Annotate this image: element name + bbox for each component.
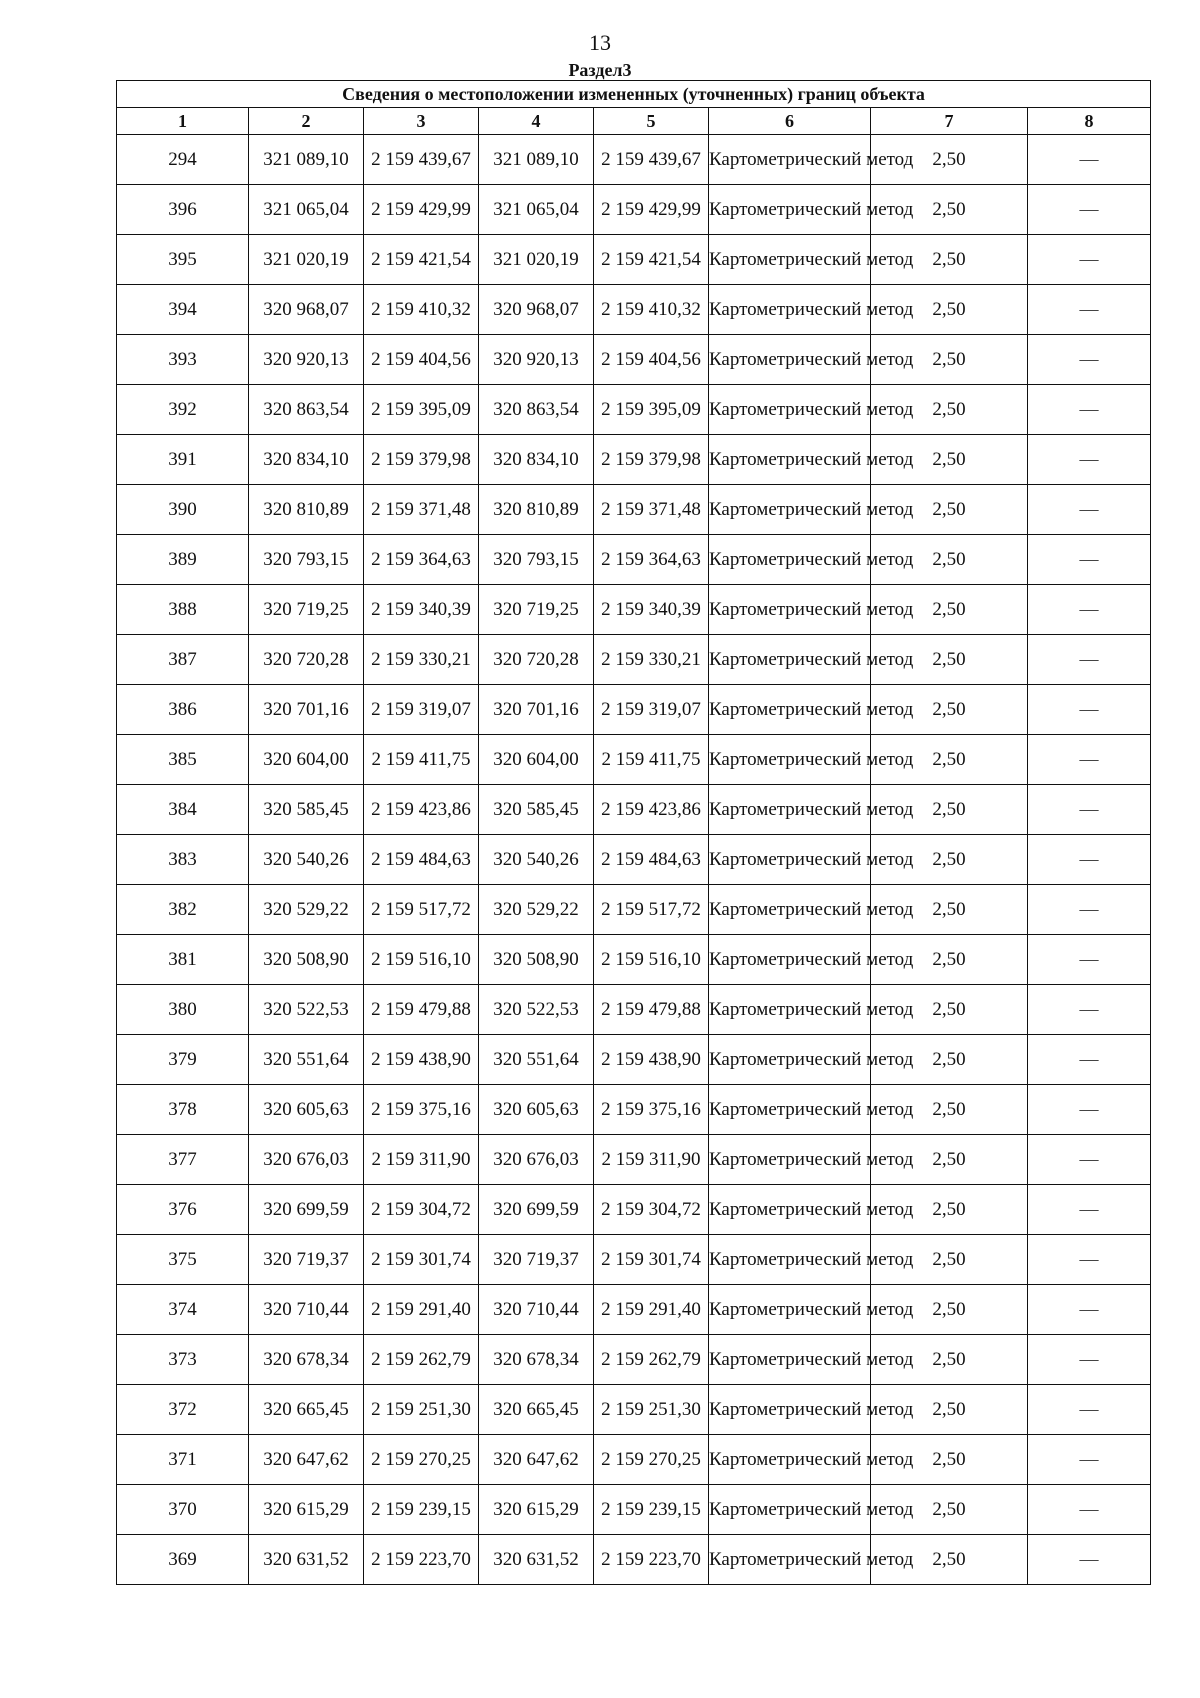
table-row	[117, 385, 1151, 435]
cell-y-existing: 2 159 311,90	[364, 1135, 479, 1185]
cell-point-number: 385	[117, 735, 249, 785]
cell-x-existing: 320 605,63	[249, 1085, 364, 1135]
cell-y-new: 2 159 364,63	[594, 535, 709, 585]
cell-point-number: 391	[117, 435, 249, 485]
cell-point-number: 379	[117, 1035, 249, 1085]
cell-description: —	[1028, 935, 1151, 985]
cell-accuracy: 2,50	[871, 735, 1028, 785]
table-row	[117, 835, 1151, 885]
cell-method: Картометрический метод	[709, 1385, 871, 1435]
cell-y-new: 2 159 411,75	[594, 735, 709, 785]
cell-description: —	[1028, 535, 1151, 585]
cell-x-existing: 320 665,45	[249, 1385, 364, 1435]
table-row	[117, 1285, 1151, 1335]
cell-method: Картометрический метод	[709, 685, 871, 735]
cell-x-new: 320 968,07	[479, 285, 594, 335]
cell-x-existing: 320 710,44	[249, 1285, 364, 1335]
cell-method: Картометрический метод	[709, 985, 871, 1035]
cell-x-new: 320 834,10	[479, 435, 594, 485]
cell-method: Картометрический метод	[709, 935, 871, 985]
table-row	[117, 785, 1151, 835]
table-body	[117, 135, 1151, 1585]
cell-accuracy: 2,50	[871, 1085, 1028, 1135]
cell-y-existing: 2 159 364,63	[364, 535, 479, 585]
cell-point-number: 388	[117, 585, 249, 635]
boundary-coordinates-table	[116, 80, 1151, 1585]
cell-x-existing: 320 522,53	[249, 985, 364, 1035]
cell-description: —	[1028, 985, 1151, 1035]
cell-accuracy: 2,50	[871, 635, 1028, 685]
cell-x-new: 320 678,34	[479, 1335, 594, 1385]
cell-x-new: 320 647,62	[479, 1435, 594, 1485]
cell-y-new: 2 159 516,10	[594, 935, 709, 985]
cell-accuracy: 2,50	[871, 385, 1028, 435]
cell-x-new: 321 065,04	[479, 185, 594, 235]
cell-description: —	[1028, 635, 1151, 685]
page-number: 13	[589, 30, 611, 55]
cell-method: Картометрический метод	[709, 585, 871, 635]
cell-x-existing: 321 065,04	[249, 185, 364, 235]
cell-x-new: 320 615,29	[479, 1485, 594, 1535]
cell-y-existing: 2 159 319,07	[364, 685, 479, 735]
cell-accuracy: 2,50	[871, 135, 1028, 185]
cell-y-new: 2 159 301,74	[594, 1235, 709, 1285]
cell-method: Картометрический метод	[709, 635, 871, 685]
cell-y-new: 2 159 375,16	[594, 1085, 709, 1135]
cell-y-new: 2 159 517,72	[594, 885, 709, 935]
cell-y-new: 2 159 311,90	[594, 1135, 709, 1185]
cell-description: —	[1028, 185, 1151, 235]
cell-y-new: 2 159 404,56	[594, 335, 709, 385]
cell-y-new: 2 159 379,98	[594, 435, 709, 485]
cell-description: —	[1028, 785, 1151, 835]
cell-description: —	[1028, 685, 1151, 735]
table-row	[117, 585, 1151, 635]
cell-x-new: 320 665,45	[479, 1385, 594, 1435]
cell-x-new: 320 508,90	[479, 935, 594, 985]
cell-point-number: 384	[117, 785, 249, 835]
cell-y-existing: 2 159 340,39	[364, 585, 479, 635]
cell-y-new: 2 159 429,99	[594, 185, 709, 235]
cell-y-existing: 2 159 516,10	[364, 935, 479, 985]
cell-y-new: 2 159 371,48	[594, 485, 709, 535]
cell-method: Картометрический метод	[709, 835, 871, 885]
cell-method: Картометрический метод	[709, 1435, 871, 1485]
cell-y-existing: 2 159 484,63	[364, 835, 479, 885]
cell-method: Картометрический метод	[709, 135, 871, 185]
cell-method: Картометрический метод	[709, 1235, 871, 1285]
cell-y-new: 2 159 395,09	[594, 385, 709, 435]
cell-x-existing: 320 676,03	[249, 1135, 364, 1185]
cell-description: —	[1028, 835, 1151, 885]
cell-x-existing: 320 647,62	[249, 1435, 364, 1485]
cell-description: —	[1028, 1435, 1151, 1485]
cell-method: Картометрический метод	[709, 885, 871, 935]
table-row	[117, 1085, 1151, 1135]
cell-y-existing: 2 159 291,40	[364, 1285, 479, 1335]
column-number-7: 7	[871, 108, 1028, 135]
cell-description: —	[1028, 1285, 1151, 1335]
cell-y-existing: 2 159 410,32	[364, 285, 479, 335]
cell-x-new: 320 701,16	[479, 685, 594, 735]
cell-point-number: 376	[117, 1185, 249, 1235]
cell-x-existing: 321 020,19	[249, 235, 364, 285]
cell-x-existing: 320 920,13	[249, 335, 364, 385]
cell-accuracy: 2,50	[871, 1135, 1028, 1185]
cell-x-new: 321 089,10	[479, 135, 594, 185]
cell-point-number: 394	[117, 285, 249, 335]
table-row	[117, 885, 1151, 935]
cell-accuracy: 2,50	[871, 535, 1028, 585]
column-number-4: 4	[479, 108, 594, 135]
cell-accuracy: 2,50	[871, 1535, 1028, 1585]
cell-point-number: 390	[117, 485, 249, 535]
cell-y-new: 2 159 479,88	[594, 985, 709, 1035]
cell-x-new: 320 719,37	[479, 1235, 594, 1285]
cell-x-existing: 320 968,07	[249, 285, 364, 335]
cell-y-existing: 2 159 404,56	[364, 335, 479, 385]
cell-y-existing: 2 159 379,98	[364, 435, 479, 485]
table-row	[117, 485, 1151, 535]
cell-accuracy: 2,50	[871, 1385, 1028, 1435]
cell-point-number: 382	[117, 885, 249, 935]
cell-method: Картометрический метод	[709, 735, 871, 785]
cell-description: —	[1028, 735, 1151, 785]
section-title: Раздел3	[568, 60, 632, 80]
cell-y-new: 2 159 223,70	[594, 1535, 709, 1585]
table-row	[117, 1485, 1151, 1535]
cell-description: —	[1028, 135, 1151, 185]
cell-x-existing: 320 699,59	[249, 1185, 364, 1235]
table-caption: Сведения о местоположении измененных (уточненных) границ объекта	[117, 81, 1151, 108]
cell-point-number: 396	[117, 185, 249, 235]
cell-x-new: 320 699,59	[479, 1185, 594, 1235]
cell-x-existing: 320 551,64	[249, 1035, 364, 1085]
cell-x-new: 320 810,89	[479, 485, 594, 535]
cell-x-new: 321 020,19	[479, 235, 594, 285]
cell-description: —	[1028, 1535, 1151, 1585]
cell-x-new: 320 676,03	[479, 1135, 594, 1185]
cell-y-existing: 2 159 371,48	[364, 485, 479, 535]
cell-method: Картометрический метод	[709, 1335, 871, 1385]
cell-y-existing: 2 159 270,25	[364, 1435, 479, 1485]
cell-method: Картометрический метод	[709, 1135, 871, 1185]
table-row	[117, 185, 1151, 235]
cell-x-existing: 320 604,00	[249, 735, 364, 785]
cell-method: Картометрический метод	[709, 435, 871, 485]
cell-description: —	[1028, 1035, 1151, 1085]
cell-description: —	[1028, 1385, 1151, 1435]
cell-point-number: 294	[117, 135, 249, 185]
table-row	[117, 285, 1151, 335]
cell-y-existing: 2 159 423,86	[364, 785, 479, 835]
table-row	[117, 635, 1151, 685]
cell-description: —	[1028, 285, 1151, 335]
cell-point-number: 381	[117, 935, 249, 985]
cell-y-new: 2 159 319,07	[594, 685, 709, 735]
cell-accuracy: 2,50	[871, 235, 1028, 285]
cell-y-existing: 2 159 439,67	[364, 135, 479, 185]
cell-x-new: 320 551,64	[479, 1035, 594, 1085]
cell-accuracy: 2,50	[871, 185, 1028, 235]
table-row	[117, 435, 1151, 485]
cell-y-existing: 2 159 517,72	[364, 885, 479, 935]
cell-x-existing: 320 720,28	[249, 635, 364, 685]
table-row	[117, 1235, 1151, 1285]
column-number-1: 1	[117, 108, 249, 135]
cell-y-existing: 2 159 395,09	[364, 385, 479, 435]
cell-point-number: 375	[117, 1235, 249, 1285]
cell-point-number: 395	[117, 235, 249, 285]
column-number-2: 2	[249, 108, 364, 135]
cell-y-existing: 2 159 479,88	[364, 985, 479, 1035]
column-number-5: 5	[594, 108, 709, 135]
cell-y-new: 2 159 270,25	[594, 1435, 709, 1485]
cell-x-existing: 320 631,52	[249, 1535, 364, 1585]
cell-method: Картометрический метод	[709, 1185, 871, 1235]
cell-description: —	[1028, 885, 1151, 935]
cell-y-new: 2 159 330,21	[594, 635, 709, 685]
cell-x-existing: 320 834,10	[249, 435, 364, 485]
cell-method: Картометрический метод	[709, 335, 871, 385]
cell-x-new: 320 920,13	[479, 335, 594, 385]
cell-accuracy: 2,50	[871, 1235, 1028, 1285]
cell-description: —	[1028, 435, 1151, 485]
table-row	[117, 1185, 1151, 1235]
cell-x-existing: 321 089,10	[249, 135, 364, 185]
cell-y-new: 2 159 423,86	[594, 785, 709, 835]
cell-y-new: 2 159 251,30	[594, 1385, 709, 1435]
column-number-8: 8	[1028, 108, 1151, 135]
cell-y-new: 2 159 484,63	[594, 835, 709, 885]
cell-description: —	[1028, 385, 1151, 435]
cell-accuracy: 2,50	[871, 335, 1028, 385]
cell-y-new: 2 159 438,90	[594, 1035, 709, 1085]
table-row	[117, 535, 1151, 585]
cell-accuracy: 2,50	[871, 1485, 1028, 1535]
cell-description: —	[1028, 1335, 1151, 1385]
cell-description: —	[1028, 485, 1151, 535]
cell-y-existing: 2 159 330,21	[364, 635, 479, 685]
cell-x-new: 320 710,44	[479, 1285, 594, 1335]
cell-x-new: 320 863,54	[479, 385, 594, 435]
cell-point-number: 373	[117, 1335, 249, 1385]
cell-description: —	[1028, 1485, 1151, 1535]
table-row	[117, 235, 1151, 285]
cell-y-new: 2 159 304,72	[594, 1185, 709, 1235]
cell-y-existing: 2 159 262,79	[364, 1335, 479, 1385]
cell-y-existing: 2 159 421,54	[364, 235, 479, 285]
cell-y-new: 2 159 340,39	[594, 585, 709, 635]
cell-description: —	[1028, 585, 1151, 635]
cell-x-new: 320 605,63	[479, 1085, 594, 1135]
cell-y-existing: 2 159 438,90	[364, 1035, 479, 1085]
cell-accuracy: 2,50	[871, 1035, 1028, 1085]
cell-x-existing: 320 719,37	[249, 1235, 364, 1285]
cell-x-existing: 320 863,54	[249, 385, 364, 435]
table-row	[117, 685, 1151, 735]
cell-x-existing: 320 540,26	[249, 835, 364, 885]
cell-x-existing: 320 585,45	[249, 785, 364, 835]
cell-y-existing: 2 159 239,15	[364, 1485, 479, 1535]
cell-method: Картометрический метод	[709, 1535, 871, 1585]
cell-y-new: 2 159 239,15	[594, 1485, 709, 1535]
cell-x-new: 320 720,28	[479, 635, 594, 685]
column-number-6: 6	[709, 108, 871, 135]
cell-accuracy: 2,50	[871, 985, 1028, 1035]
cell-method: Картометрический метод	[709, 1085, 871, 1135]
cell-accuracy: 2,50	[871, 1185, 1028, 1235]
cell-accuracy: 2,50	[871, 1435, 1028, 1485]
cell-y-existing: 2 159 375,16	[364, 1085, 479, 1135]
cell-description: —	[1028, 1085, 1151, 1135]
cell-point-number: 393	[117, 335, 249, 385]
table-row	[117, 335, 1151, 385]
cell-point-number: 369	[117, 1535, 249, 1585]
cell-method: Картометрический метод	[709, 1285, 871, 1335]
cell-x-existing: 320 701,16	[249, 685, 364, 735]
cell-x-existing: 320 529,22	[249, 885, 364, 935]
cell-x-new: 320 540,26	[479, 835, 594, 885]
cell-accuracy: 2,50	[871, 585, 1028, 635]
table-row	[117, 135, 1151, 185]
cell-accuracy: 2,50	[871, 835, 1028, 885]
cell-method: Картометрический метод	[709, 185, 871, 235]
cell-accuracy: 2,50	[871, 435, 1028, 485]
cell-description: —	[1028, 1135, 1151, 1185]
cell-point-number: 380	[117, 985, 249, 1035]
cell-point-number: 386	[117, 685, 249, 735]
cell-x-existing: 320 719,25	[249, 585, 364, 635]
table-row	[117, 1435, 1151, 1485]
column-number-3: 3	[364, 108, 479, 135]
cell-x-new: 320 604,00	[479, 735, 594, 785]
cell-y-new: 2 159 262,79	[594, 1335, 709, 1385]
cell-x-existing: 320 793,15	[249, 535, 364, 585]
cell-x-existing: 320 678,34	[249, 1335, 364, 1385]
cell-y-existing: 2 159 251,30	[364, 1385, 479, 1435]
table-row	[117, 1535, 1151, 1585]
cell-y-existing: 2 159 223,70	[364, 1535, 479, 1585]
cell-method: Картометрический метод	[709, 1035, 871, 1085]
column-number-row	[117, 108, 1151, 135]
cell-point-number: 389	[117, 535, 249, 585]
cell-y-existing: 2 159 301,74	[364, 1235, 479, 1285]
cell-method: Картометрический метод	[709, 385, 871, 435]
cell-accuracy: 2,50	[871, 285, 1028, 335]
cell-description: —	[1028, 235, 1151, 285]
cell-y-existing: 2 159 411,75	[364, 735, 479, 785]
cell-accuracy: 2,50	[871, 935, 1028, 985]
cell-point-number: 387	[117, 635, 249, 685]
cell-method: Картометрический метод	[709, 785, 871, 835]
table-row	[117, 985, 1151, 1035]
cell-method: Картометрический метод	[709, 485, 871, 535]
cell-y-new: 2 159 410,32	[594, 285, 709, 335]
cell-x-existing: 320 810,89	[249, 485, 364, 535]
cell-x-new: 320 529,22	[479, 885, 594, 935]
cell-point-number: 371	[117, 1435, 249, 1485]
cell-accuracy: 2,50	[871, 485, 1028, 535]
cell-x-new: 320 522,53	[479, 985, 594, 1035]
cell-accuracy: 2,50	[871, 1335, 1028, 1385]
cell-y-existing: 2 159 429,99	[364, 185, 479, 235]
cell-x-new: 320 719,25	[479, 585, 594, 635]
cell-point-number: 377	[117, 1135, 249, 1185]
cell-x-new: 320 585,45	[479, 785, 594, 835]
cell-y-existing: 2 159 304,72	[364, 1185, 479, 1235]
cell-accuracy: 2,50	[871, 1285, 1028, 1335]
table-row	[117, 935, 1151, 985]
cell-point-number: 370	[117, 1485, 249, 1535]
table-row	[117, 1335, 1151, 1385]
cell-x-new: 320 793,15	[479, 535, 594, 585]
cell-x-existing: 320 615,29	[249, 1485, 364, 1535]
cell-point-number: 378	[117, 1085, 249, 1135]
cell-description: —	[1028, 335, 1151, 385]
cell-method: Картометрический метод	[709, 235, 871, 285]
cell-point-number: 383	[117, 835, 249, 885]
cell-y-new: 2 159 291,40	[594, 1285, 709, 1335]
cell-accuracy: 2,50	[871, 785, 1028, 835]
cell-x-existing: 320 508,90	[249, 935, 364, 985]
cell-method: Картометрический метод	[709, 1485, 871, 1535]
cell-description: —	[1028, 1185, 1151, 1235]
table-row	[117, 1035, 1151, 1085]
table-row	[117, 1385, 1151, 1435]
cell-y-new: 2 159 439,67	[594, 135, 709, 185]
cell-point-number: 374	[117, 1285, 249, 1335]
cell-accuracy: 2,50	[871, 685, 1028, 735]
cell-description: —	[1028, 1235, 1151, 1285]
table-row	[117, 1135, 1151, 1185]
cell-x-new: 320 631,52	[479, 1535, 594, 1585]
cell-accuracy: 2,50	[871, 885, 1028, 935]
cell-point-number: 372	[117, 1385, 249, 1435]
cell-y-new: 2 159 421,54	[594, 235, 709, 285]
table-row	[117, 735, 1151, 785]
cell-method: Картометрический метод	[709, 285, 871, 335]
cell-method: Картометрический метод	[709, 535, 871, 585]
cell-point-number: 392	[117, 385, 249, 435]
